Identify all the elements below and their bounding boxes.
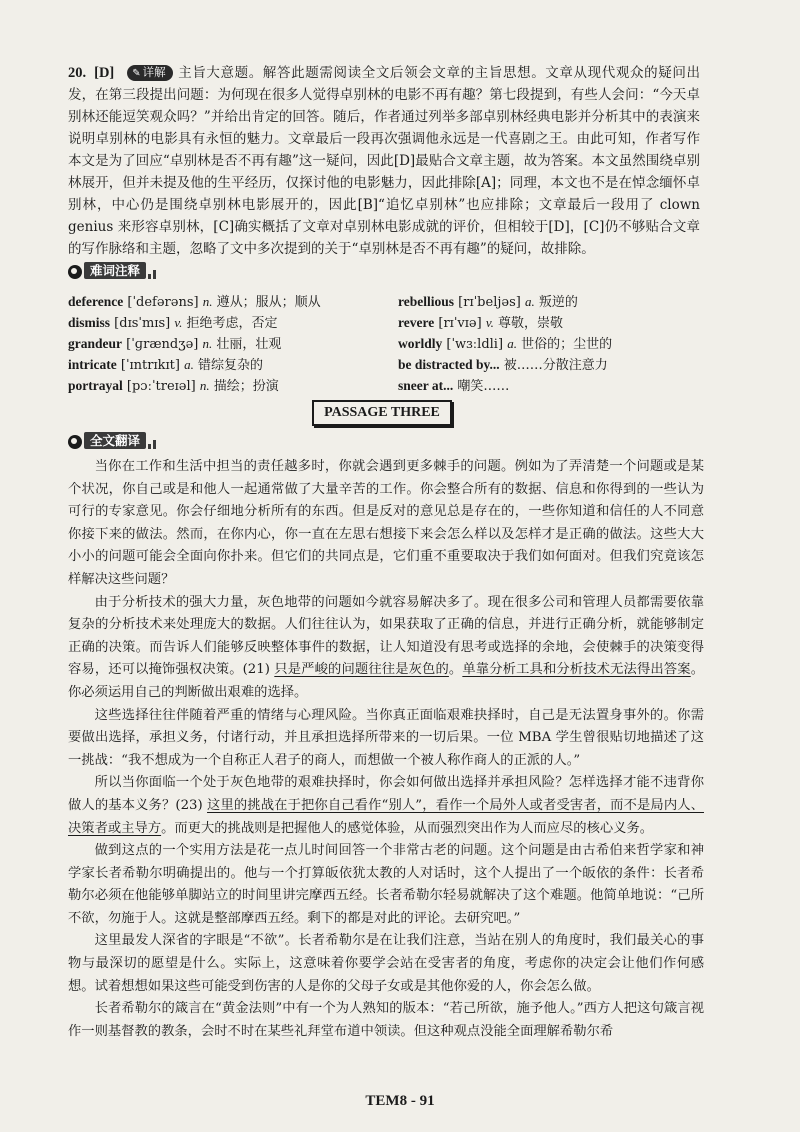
passage-title: PASSAGE THREE	[312, 400, 452, 426]
translation-heading	[68, 432, 160, 449]
vocab-heading-label: 难词注释	[84, 262, 146, 279]
vocab-column-left	[68, 292, 388, 397]
explanation-text: 主旨大意题。解答此题需阅读全文后领会文章的主旨思想。文章从现代观众的疑问出发，在第三段提出问题：为何现在很多人觉得卓别林的电影不再有趣？第七段提到，有些人会问：“今天卓别林还能逗笑观众吗？”并给出肯定的回答。随后，作者通过列举多部卓别林经典电影并分析其中的表演来说明卓别林的电影具有永恒的魅力。文章最后一段再次强调他永远是一代喜剧之王。由此可知，作者写作本文是为了回应“卓别林是否不再有趣”这一疑问，因此[D]最贴合文章主题，故为答案。本文虽然围绕卓别林展开，但并未提及他的生平经历，仅探讨他的电影魅力，因此排除[A]；同理，本文也不是在悼念缅怀卓别林，中心仍是围绕卓别林电影展开的，因此[B]“追忆卓别林”也应排除；文章最后一段用了 clown genius 来形容卓别林，[C]确实概括了文章对卓别林电影成就的评价，但相较于[D]，[C]仍不够贴合文章的写作脉络和主题，忽略了文中多次提到的关于“卓别林是否不再有趣”的疑问，故排除。	[68, 65, 701, 257]
underlined-answer-23: 这里的挑战在于把你自己看作“别人”，看作一个局外人或者受害者，而不是局内人、决策者或主导方	[68, 797, 704, 836]
pencil-icon: ✎	[132, 68, 141, 79]
stair-decoration-icon	[146, 432, 160, 449]
vocab-item: dismiss [dɪsˈmɪs] v. 拒绝考虑，否定	[68, 315, 278, 331]
paragraph: 做到这点的一个实用方法是花一点儿时间回答一个非常古老的问题。这个问题是由古希伯来哲学家和神学家长者希勒尔明确提出的。他与一个打算皈依犹太教的人对话时，这个人提出了一个皈依的条件：长者希勒尔必须在他能够单脚站立的时间里讲完摩西五经。长者希勒尔轻易就解决了这个难题。他简单地说：“己所不欲，勿施于人。这就是整部摩西五经。剩下的都是对此的评论。去研究吧。”	[68, 843, 704, 926]
paragraph: 所以当你面临一个处于灰色地带的艰难抉择时，你会如何做出选择并承担风险？怎样选择才能不违背你做人的基本义务？(23) 这里的挑战在于把你自己看作“别人”，看作一个局外人或者受害者，而不是局内人、决策者或主导方。而更大的挑战则是把握他人的感觉体验，从而强烈突出作为人而应尽的核心义务。	[68, 775, 704, 836]
question-number: 20.	[68, 65, 87, 81]
vocab-item: revere [rɪˈvɪə] v. 尊敬，崇敬	[398, 315, 564, 331]
vocab-item: portrayal [pɔːˈtreɪəl] n. 描绘；扮演	[68, 378, 279, 394]
vocab-item: worldly [ˈwɜːldli] a. 世俗的；尘世的	[398, 336, 613, 352]
vocab-item: grandeur [ˈɡrændʒə] n. 壮丽，壮观	[68, 336, 282, 352]
vocab-item: be distracted by... 被……分散注意力	[398, 357, 608, 373]
vocab-item: sneer at... 嘲笑……	[398, 378, 510, 394]
circle-bullet-icon	[68, 265, 82, 279]
answer-key: [D]	[94, 65, 115, 81]
paragraph: 长者希勒尔的箴言在“黄金法则”中有一个为人熟知的版本：“若己所欲，施予他人。”西方人把这句箴言视作一则基督教的教条，会时不时在某些礼拜堂布道中领读。但这种观点没能全面理解希勒尔希	[68, 1001, 704, 1039]
vocab-item: deference [ˈdefərəns] n. 遵从；服从；顺从	[68, 294, 321, 310]
detail-badge: ✎ 详解	[127, 65, 172, 81]
page-number: TEM8 - 91	[365, 1093, 435, 1109]
paragraph: 这些选择往往伴随着严重的情绪与心理风险。当你真正面临艰难抉择时，自己是无法置身事外的。你需要做出选择，承担义务，付诸行动，并且承担选择所带来的一切后果。一位 MBA 学生曾很贴切地描述了这一挑战：“我不想成为一个自称正人君子的商人，而想做一个被人称作商人的正派的人。”	[68, 707, 704, 768]
translation-heading-label: 全文翻译	[84, 432, 146, 449]
underlined-answer-22: 单靠分析工具和分析技术无法得出答案	[462, 662, 691, 678]
vocab-column-right	[398, 292, 708, 397]
stair-decoration-icon	[146, 262, 160, 279]
question-20-explanation	[68, 62, 700, 260]
full-translation	[68, 456, 704, 1043]
paragraph: 这里最发人深省的字眼是“不欲”。长者希勒尔是在让我们注意，当站在别人的角度时，我们最关心的事物与最深切的愿望是什么。实际上，这意味着你要学会站在受害者的角度，考虑你的决定会让他们作何感想。试着想想如果这些可能受到伤害的人是你的父母子女或是其他你爱的人，你会怎么做。	[68, 933, 704, 994]
vocab-heading	[68, 262, 160, 279]
vocab-item: rebellious [rɪˈbeljəs] a. 叛逆的	[398, 294, 578, 310]
vocab-item: intricate [ˈɪntrɪkɪt] a. 错综复杂的	[68, 357, 264, 373]
paragraph: 由于分析技术的强大力量，灰色地带的问题如今就容易解决多了。现在很多公司和管理人员都需要依靠复杂的分析技术来处理庞大的数据。人们往往认为，如果获取了正确的信息，并进行正确分析，就能够制定正确的决策。而告诉人们能够反映整体事件的数据，让人知道没有思考或选择的余地，会使棘手的决策变得容易，还可以掩饰强权决策。(21) 只是严峻的问题往往是灰色的。单靠分析工具和分析技术无法得出答案。你必须运用自己的判断做出艰难的选择。	[68, 594, 705, 700]
circle-bullet-icon	[68, 435, 82, 449]
paragraph: 当你在工作和生活中担当的责任越多时，你就会遇到更多棘手的问题。例如为了弄清楚一个问题或是某个状况，你自己或是和他人一起通常做了大量辛苦的工作。你会整合所有的数据、信息和你得到的一些认为可行的专家意见。你会仔细地分析所有的东西。但是反对的意见总是存在的，一些你知道和信任的人不同意你接下来的做法。然而，在你内心，你一直在左思右想接下来会怎么样以及怎样才是正确的做法。这些大大小小的问题可能会全面向你扑来。但它们的共同点是，它们重不重要取决于我们如何面对。但我们究竟该怎样解决这些问题？	[68, 459, 704, 587]
underlined-answer-21: 只是严峻的问题往往是灰色的	[274, 662, 449, 678]
